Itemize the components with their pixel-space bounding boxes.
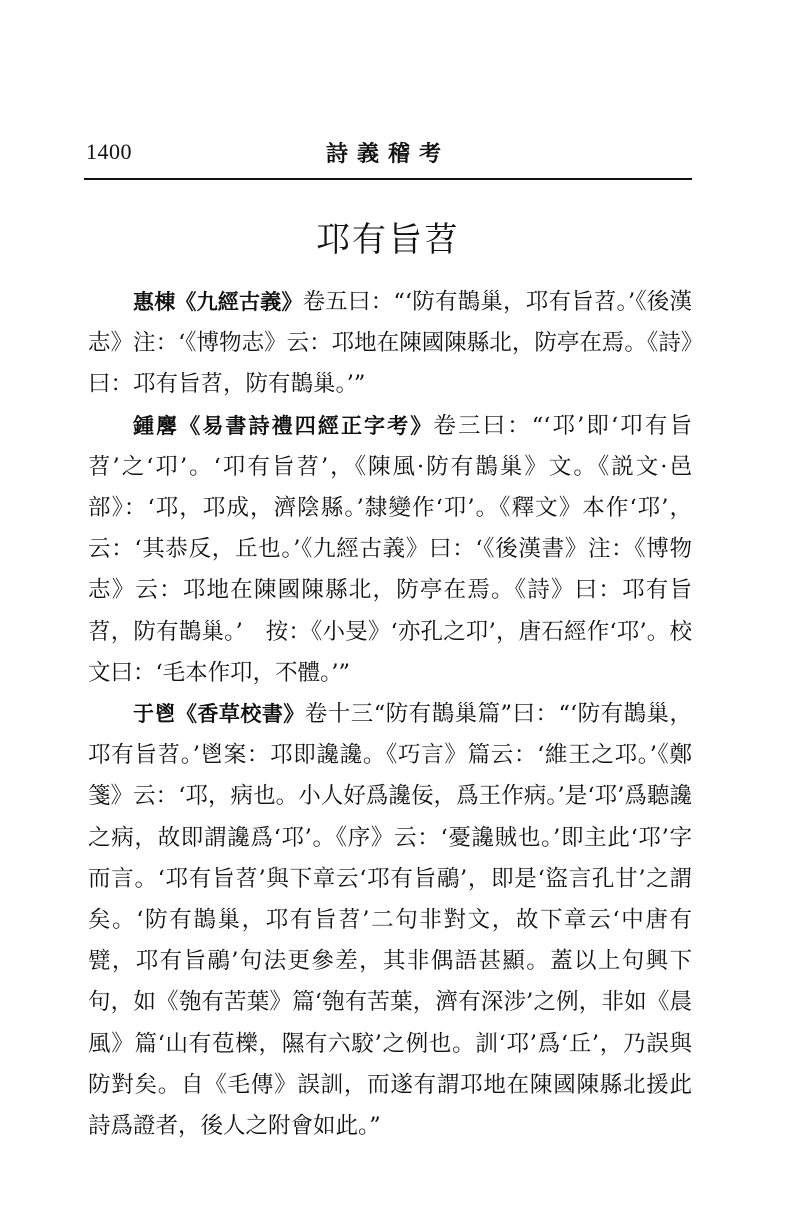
body-text [88,282,692,1147]
paragraph [88,694,692,1147]
section-title: 邛有旨苕 [316,220,460,260]
source-citation: 惠棟《九經古義》 [133,290,303,314]
paragraph [88,406,692,694]
paragraph-text: 卷十三“防有鵲巢篇”曰：“‘防有鵲巢，邛有旨苕。’鬯案：邛即讒讒。《巧言》篇云：‘維王之邛。’《鄭箋》云：‘邛，病也。小人好爲讒佞，爲王作病。’是‘邛’爲聽讒之病，故即謂讒爲‘邛’。《序》云：‘憂讒賊也。’即主此‘邛’字而言。‘邛有旨苕’與下章云‘邛有旨鷊’，即是‘盜言孔甘’之謂矣。‘防有鵲巢，邛有旨苕’二句非對文，故下章云‘中唐有甓，邛有旨鷊’句法更參差，其非偶語甚顯。蓋以上句興下句，如《匏有苦葉》篇‘匏有苦葉，濟有深涉’之例，非如《晨風》篇‘山有苞櫟，隰有六駮’之例也。訓‘邛’爲‘丘’，乃誤與防對矣。自《毛傳》誤訓，而遂有謂邛地在陳國陳縣北援此詩爲證者，後人之附會如此。” [88,701,693,1140]
paragraph-text: 卷五曰：“‘防有鵲巢，邛有旨苕。’《後漢志》注：‘《博物志》云：邛地在陳國陳縣北，防亭在焉。《詩》曰：邛有旨苕，防有鵲巢。’” [88,289,693,398]
paragraph-text: 卷三曰：“‘邛’即‘卭有旨苕’之‘卭’。‘卭有旨苕’，《陳風·防有鵲巢》文。《説文·邑部》：‘邛，邛成，濟陰縣。’隸變作‘卭’。《釋文》本作‘邛’，云：‘其恭反，丘也。’《九經古義》曰：‘《後漢書》注：《博物志》云：邛地在陳國陳縣北，防亭在焉。《詩》曰：邛有旨苕，防有鵲巢。’ 按：《小旻》‘亦孔之卭’，唐石經作‘邛’。校文曰：‘毛本作卭，不體。’” [88,412,692,686]
page-number: 1400 [86,139,132,164]
source-citation: 于鬯《香草校書》 [133,702,305,727]
page-header [84,133,692,173]
source-citation: 鍾麐《易書詩禮四經正字考》 [133,413,434,438]
paragraph [88,282,692,406]
running-title: 詩義稽考 [325,141,450,167]
header-rule [84,178,692,180]
